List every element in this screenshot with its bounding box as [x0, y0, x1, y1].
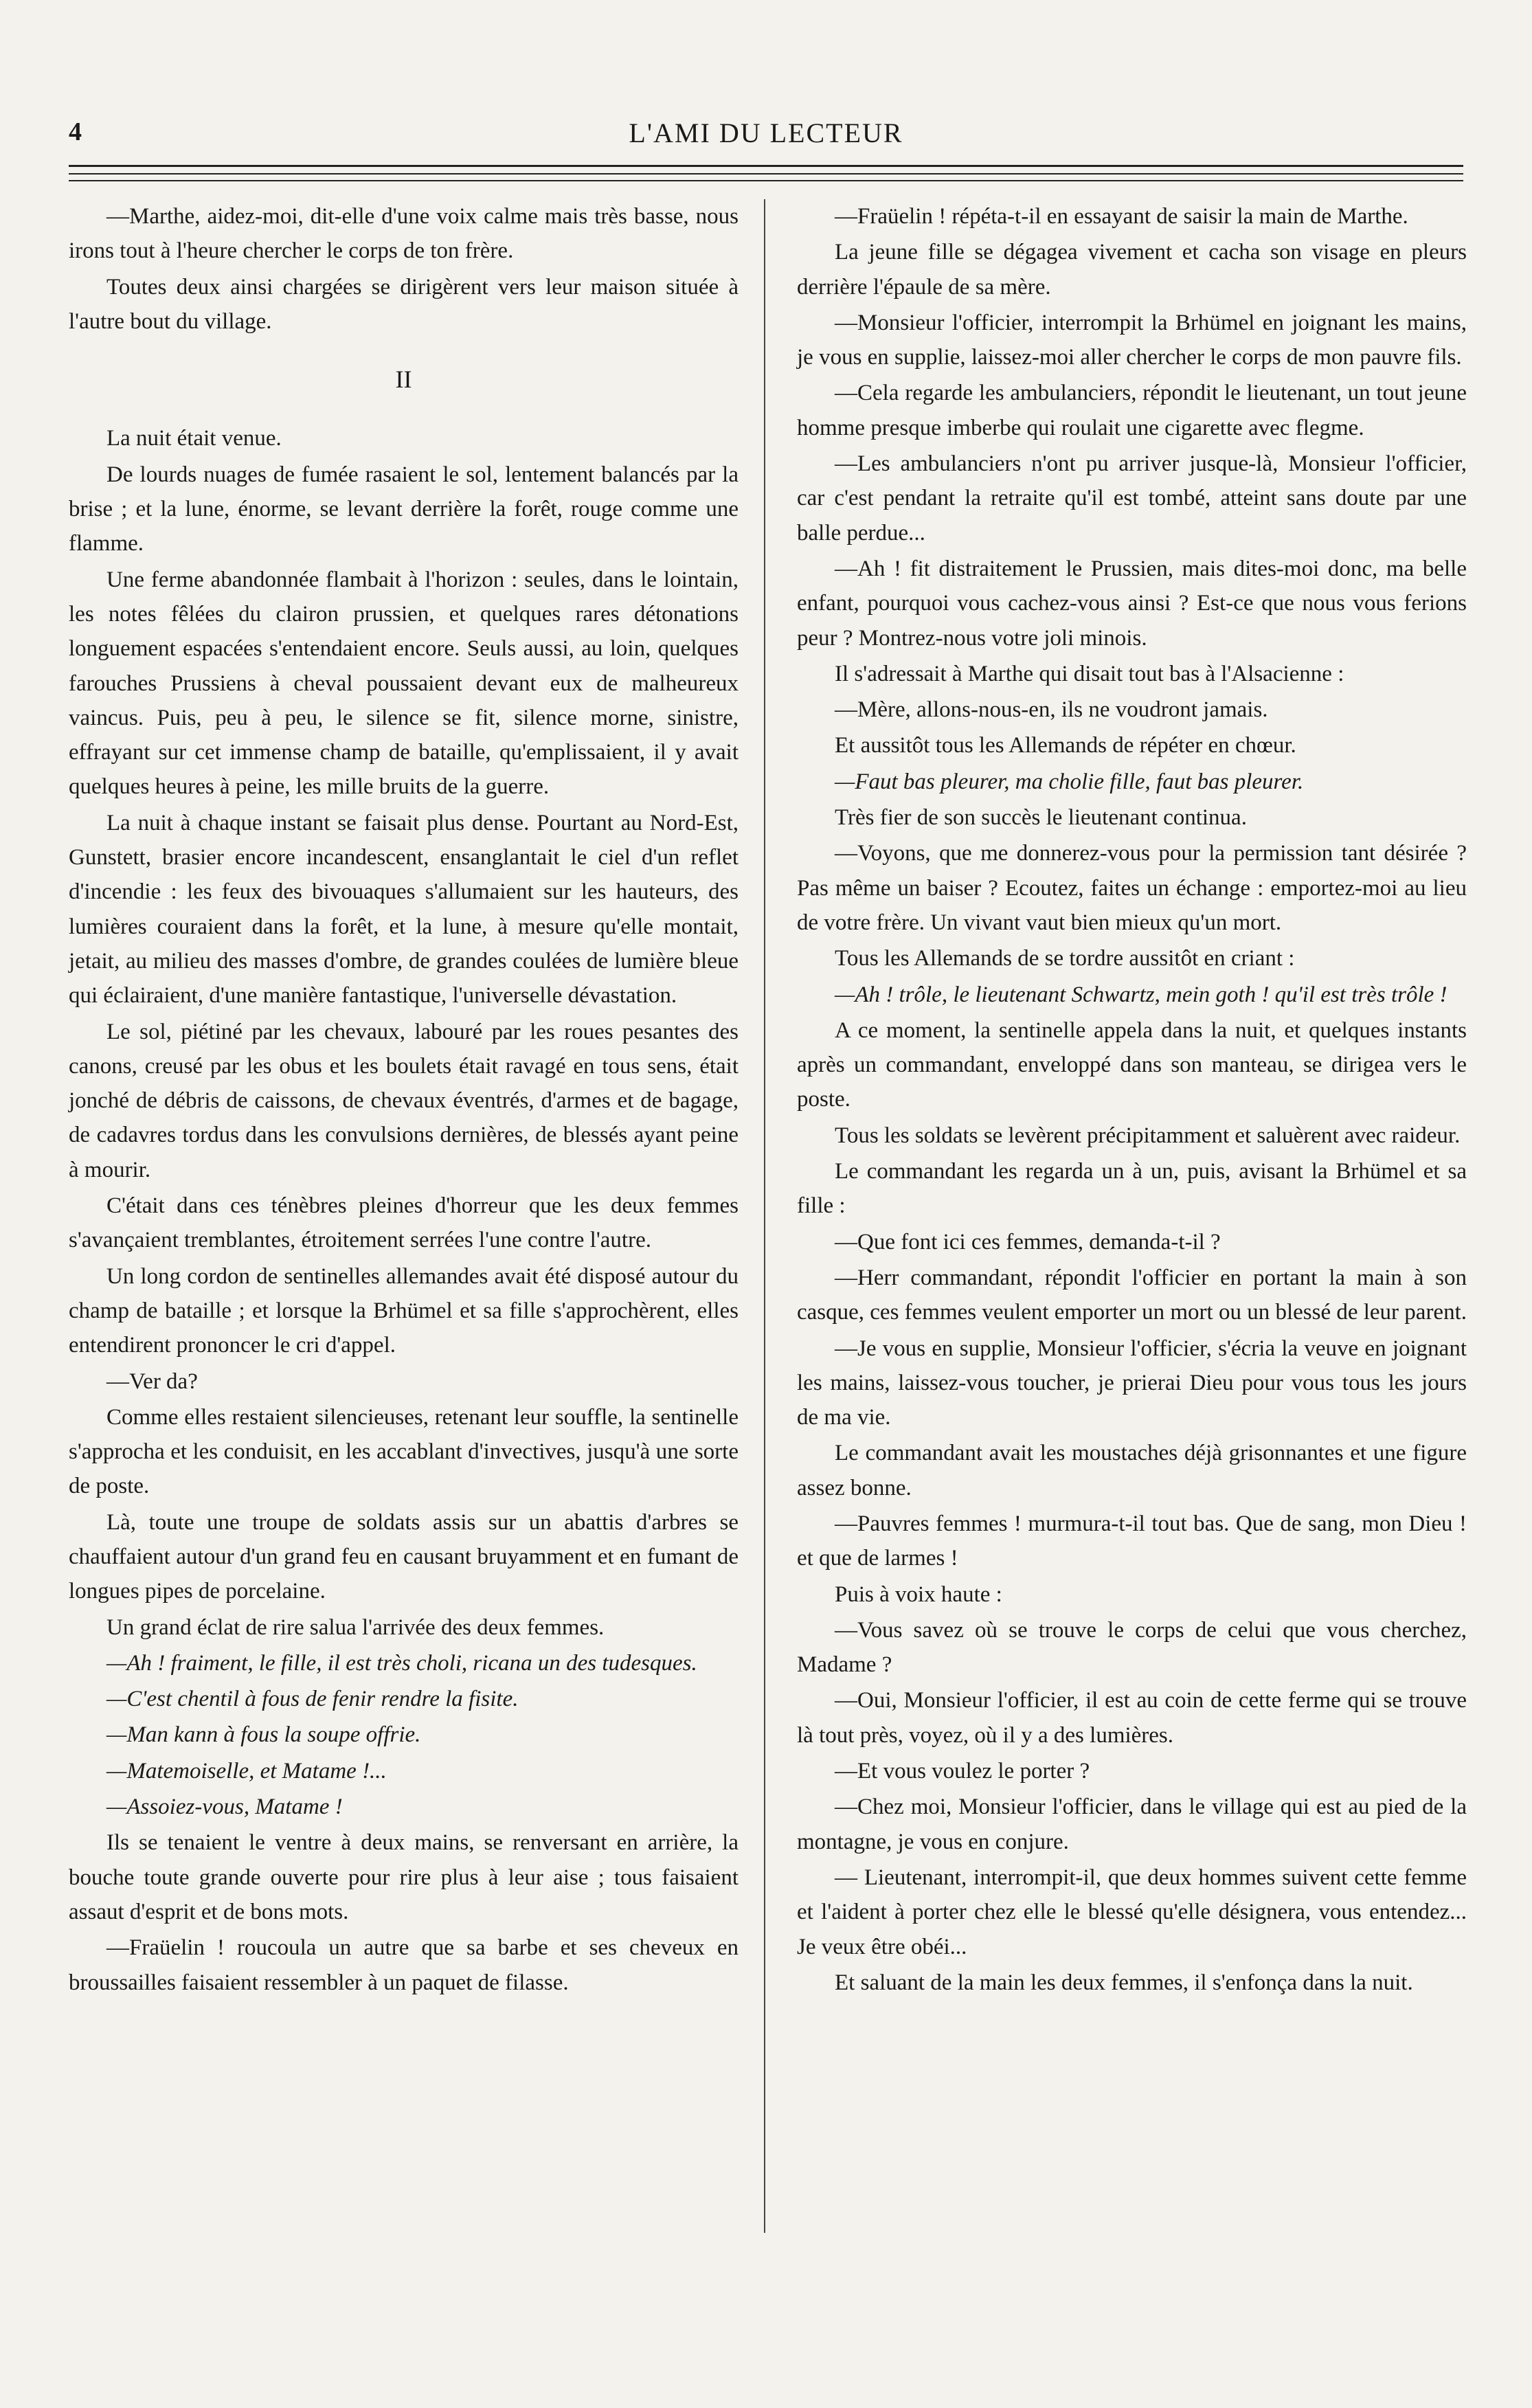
column-divider [764, 199, 765, 2233]
running-title: L'AMI DU LECTEUR [629, 117, 903, 148]
paragraph: Comme elles restaient silencieuses, retenant leur souffle, la sentinelle s'approcha et les conduisit, en les accablant d'invectives, jusqu'à une sorte de poste. [69, 1404, 739, 1499]
paragraph: —Ver da? [106, 1369, 198, 1394]
paragraph: Et saluant de la main les deux femmes, il s'enfonça dans la nuit. [835, 1970, 1413, 1995]
page-header [69, 117, 1463, 158]
left-paragraphs-after [69, 421, 739, 1999]
right-paragraphs [797, 199, 1467, 2000]
paragraph: Un grand éclat de rire salua l'arrivée des deux femmes. [106, 1614, 605, 1640]
paragraph: — Lieutenant, interrompit-il, que deux hommes suivent cette femme et l'aident à porter chez elle le blessé qu'elle désignera, vous entendez... Je veux être obéi... [797, 1865, 1467, 1959]
paragraph: —C'est chentil à fous de fenir rendre la fisite. [106, 1687, 519, 1712]
header-rule [69, 173, 1463, 175]
paragraph: —Assoiez-vous, Matame ! [106, 1794, 343, 1820]
paragraph: —Pauvres femmes ! murmura-t-il tout bas. Que de sang, mon Dieu ! et que de larmes ! [797, 1511, 1467, 1571]
paragraph: —Et vous voulez le porter ? [835, 1759, 1090, 1784]
left-column [69, 199, 739, 2001]
paragraph: C'était dans ces ténèbres pleines d'horreur que les deux femmes s'avançaient tremblantes, étroitement serrées l'une contre l'autre. [69, 1193, 739, 1253]
paragraph: —Mère, allons-nous-en, ils ne voudront jamais. [835, 697, 1268, 723]
paragraph: —Matemoiselle, et Matame !... [106, 1758, 387, 1784]
paragraph: —Monsieur l'officier, interrompit la Brhümel en joignant les mains, je vous en supplie, laissez-moi aller chercher le corps de mon pauvre fils. [797, 310, 1467, 370]
paragraph: —Que font ici ces femmes, demanda-t-il ? [835, 1229, 1221, 1254]
section-heading: II [395, 365, 412, 394]
paragraph: Le commandant avait les moustaches déjà grisonnantes et une figure assez bonne. [797, 1441, 1467, 1500]
paragraph: —Marthe, aidez-moi, dit-elle d'une voix calme mais très basse, nous irons tout à l'heure chercher le corps de ton frère. [69, 204, 739, 264]
paragraph: La nuit était venue. [106, 426, 282, 451]
paragraph: Et aussitôt tous les Allemands de répéter en chœur. [835, 733, 1296, 758]
paragraph: Puis à voix haute : [835, 1582, 1002, 1607]
paragraph: A ce moment, la sentinelle appela dans la nuit, et quelques instants après un commandant, enveloppé dans son manteau, se dirigea vers le poste. [797, 1017, 1467, 1112]
paragraph: —Chez moi, Monsieur l'officier, dans le village qui est au pied de la montagne, je vous en conjure. [797, 1794, 1467, 1854]
paragraph: Tous les soldats se levèrent précipitamment et saluèrent avec raideur. [835, 1123, 1461, 1148]
paragraph: —Je vous en supplie, Monsieur l'officier, s'écria la veuve en joignant les mains, laissez-vous toucher, je prierai Dieu pour vous tous les jours de ma vie. [797, 1336, 1467, 1430]
header-rule [69, 180, 1463, 181]
paragraph: Il s'adressait à Marthe qui disait tout bas à l'Alsacienne : [835, 661, 1344, 686]
paragraph: —Les ambulanciers n'ont pu arriver jusque-là, Monsieur l'officier, car c'est pendant la retraite qu'il est tombé, atteint sans doute par une balle perdue... [797, 451, 1467, 545]
paragraph: —Fraüelin ! répéta-t-il en essayant de saisir la main de Marthe. [835, 204, 1408, 229]
paragraph: —Ah ! fraiment, le fille, il est très choli, ricana un des tudesques. [106, 1650, 697, 1676]
header-rule [69, 165, 1463, 167]
paragraph: Très fier de son succès le lieutenant continua. [835, 805, 1247, 831]
page-number: 4 [69, 117, 82, 146]
paragraph: —Oui, Monsieur l'officier, il est au coin de cette ferme qui se trouve là tout près, voyez, où il y a des lumières. [797, 1688, 1467, 1748]
paragraph: Un long cordon de sentinelles allemandes avait été disposé autour du champ de bataille ; et lorsque la Brhümel et sa fille s'approchèrent, elles entendirent prononcer le cri d'appel. [69, 1263, 739, 1358]
paragraph: Ils se tenaient le ventre à deux mains, se renversant en arrière, la bouche toute grande ouverte pour rire plus à leur aise ; tous faisaient assaut d'esprit et de bons mots. [69, 1830, 739, 1924]
paragraph: —Ah ! trôle, le lieutenant Schwartz, mein goth ! qu'il est très trôle ! [835, 982, 1447, 1007]
paragraph: Le commandant les regarda un à un, puis, avisant la Brhümel et sa fille : [797, 1159, 1467, 1219]
paragraph: —Voyons, que me donnerez-vous pour la permission tant désirée ? Pas même un baiser ? Ecoutez, faites un échange : emportez-moi au lieu de votre frère. Un vivant vaut bien mieux qu'un mort. [797, 841, 1467, 935]
paragraph: —Cela regarde les ambulanciers, répondit le lieutenant, un tout jeune homme presque imberbe qui roulait une cigarette avec flegme. [797, 381, 1467, 440]
paragraph: —Herr commandant, répondit l'officier en portant la main à son casque, ces femmes veulent emporter un mort ou un blessé de leur parent. [797, 1265, 1467, 1325]
paragraph: —Vous savez où se trouve le corps de celui que vous cherchez, Madame ? [797, 1617, 1467, 1678]
paragraph: De lourds nuages de fumée rasaient le sol, lentement balancés par la brise ; et la lune, énorme, se levant derrière la forêt, rouge comme une flamme. [69, 462, 739, 556]
paragraph: La nuit à chaque instant se faisait plus dense. Pourtant au Nord-Est, Gunstett, brasier encore incandescent, ensanglantait le ciel d'un reflet d'incendie : les feux des bivouaques s'allumaient sur les hauteurs, des lumières couraient dans la forêt, et la lune, à mesure qu'elle montait, jetait, au milieu des masses d'ombre, de grandes coulées de lumière bleue qui éclairaient, d'une manière fantastique, l'universelle dévastation. [69, 810, 739, 1009]
paragraph: Le sol, piétiné par les chevaux, labouré par les roues pesantes des canons, creusé par les obus et les boulets était ravagé en tous sens, était jonché de débris de caissons, de chevaux éventrés, d'armes et de bagage, de cadavres tordus dans les convulsions dernières, de blessés ayant peine à mourir. [69, 1019, 739, 1182]
right-column [797, 199, 1467, 2001]
paragraph: La jeune fille se dégagea vivement et cacha son visage en pleurs derrière l'épaule de sa mère. [797, 240, 1467, 300]
paragraph: —Man kann à fous la soupe offrie. [106, 1722, 421, 1748]
paragraph: —Fraüelin ! roucoula un autre que sa barbe et ses cheveux en broussailles faisaient ressembler à un paquet de filasse. [69, 1935, 739, 1995]
paragraph: Là, toute une troupe de soldats assis sur un abattis d'arbres se chauffaient autour d'un grand feu en causant bruyamment et en fumant de longues pipes de porcelaine. [69, 1509, 739, 1604]
paragraph: Une ferme abandonnée flambait à l'horizon : seules, dans le lointain, les notes fêlées du clairon prussien, et quelques rares détonations longuement espacées s'entendaient encore. Seuls aussi, au loin, quelques farouches Prussiens à cheval poussaient devant eux de malheureux vaincus. Puis, peu à peu, le silence se fit, silence morne, sinistre, effrayant sur cet immense champ de bataille, qu'emplissaient, il y avait quelques heures à peine, les mille bruits de la guerre. [69, 567, 739, 800]
paragraph: Tous les Allemands de se tordre aussitôt en criant : [835, 946, 1295, 971]
paragraph: —Faut bas pleurer, ma cholie fille, faut bas pleurer. [835, 769, 1304, 794]
paragraph: —Ah ! fit distraitement le Prussien, mais dites-moi donc, ma belle enfant, pourquoi vous cachez-vous ainsi ? Est-ce que nous vous ferions peur ? Montrez-nous votre joli minois. [797, 556, 1467, 651]
paragraph: Toutes deux ainsi chargées se dirigèrent vers leur maison située à l'autre bout du village. [69, 274, 739, 334]
left-paragraphs-before [69, 199, 739, 339]
